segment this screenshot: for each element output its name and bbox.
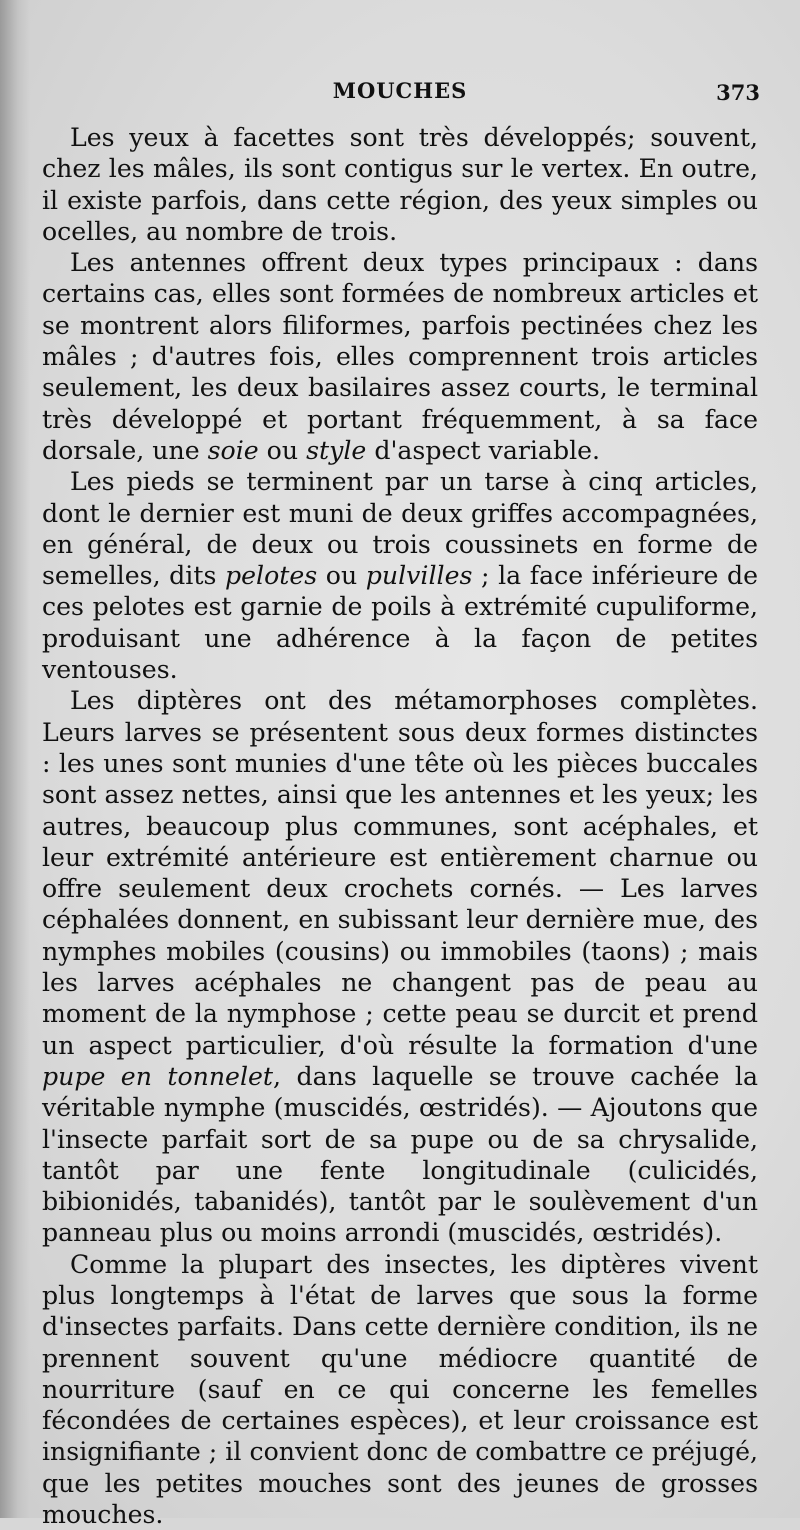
text-run: Les pieds se terminent par un tarse à cinq articles, dont le dernier est muni de deux griffes accompagnées, en général, de deux ou trois coussinets en forme de semelles, dits [42,467,758,591]
italic-term: pupe en tonnelet [42,1061,274,1091]
text-run: ou [258,435,307,465]
text-run: Les antennes offrent deux types principaux : dans certains cas, elles sont formées de nombreux articles et se montrent alors filiformes, parfois pectinées chez les mâles ; d'autres fois, elles comprennent trois articles seulement, les deux basilaires assez courts, le terminal très développé et portant fréquemment, à sa face dorsale, une [42,248,758,465]
italic-term: style [306,435,367,465]
page-header [40,78,760,114]
italic-term: pelotes [224,561,318,591]
text-run: Comme la plupart des insectes, les diptères vivent plus longtemps à l'état de larves que sous la forme d'insectes parfaits. Dans cette dernière condition, ils ne prennent souvent qu'une médiocre quantité de nourriture (sauf en ce qui concerne les femelles fécondées de certaines espèces), et leur croissance est insignifiante ; il convient donc de combattre ce préjugé, que les petites mouches sont des jeunes de grosses mouches. [42,1249,758,1530]
body-text [42,122,758,1530]
paragraph [42,466,758,685]
text-run: Les diptères ont des métamorphoses complètes. Leurs larves se présentent sous deux formes distinctes : les unes sont munies d'une tête où les pièces buccales sont assez nettes, ainsi que les antennes et les yeux; les autres, beaucoup plus communes, sont acéphales, et leur extrémité antérieure est entièrement charnue ou offre seulement deux crochets cornés. — Les larves céphalées donnent, en subissant leur dernière mue, des nymphes mobiles (cousins) ou immobiles (taons) ; mais les larves acéphales ne changent pas de peau au moment de la nymphose ; cette peau se durcit et prend un aspect particulier, d'où résulte la formation d'une [42,686,758,1060]
text-run: ; la face inférieure de ces pelotes est garnie de poils à extrémité cupuliforme, produisant une adhérence à la façon de petites ventouses. [42,561,758,685]
text-run: , dans laquelle se trouve cachée la véritable nymphe (muscidés, œstridés). — Ajoutons que l'insecte parfait sort de sa pupe ou de sa chrysalide, tantôt par une fente longitudinale (culicidés, bibionidés, tabanidés), tantôt par le soulèvement d'un panneau plus ou moins arrondi (muscidés, œstridés). [42,1061,758,1248]
text-run: Les yeux à facettes sont très développés; souvent, chez les mâles, ils sont contigus sur le vertex. En outre, il existe parfois, dans cette région, des yeux simples ou ocelles, au nombre de trois. [42,123,758,246]
paragraph [42,1249,758,1530]
italic-term: pulvilles [365,561,473,591]
paragraph [42,247,758,466]
text-run: d'aspect variable. [366,435,601,465]
paragraph [42,122,758,247]
page-gutter-shadow [0,0,30,1518]
running-title: MOUCHES [332,78,468,103]
page-number: 373 [716,80,760,105]
paragraph [42,685,758,1248]
text-run: ou [317,561,366,591]
italic-term: soie [207,435,259,465]
